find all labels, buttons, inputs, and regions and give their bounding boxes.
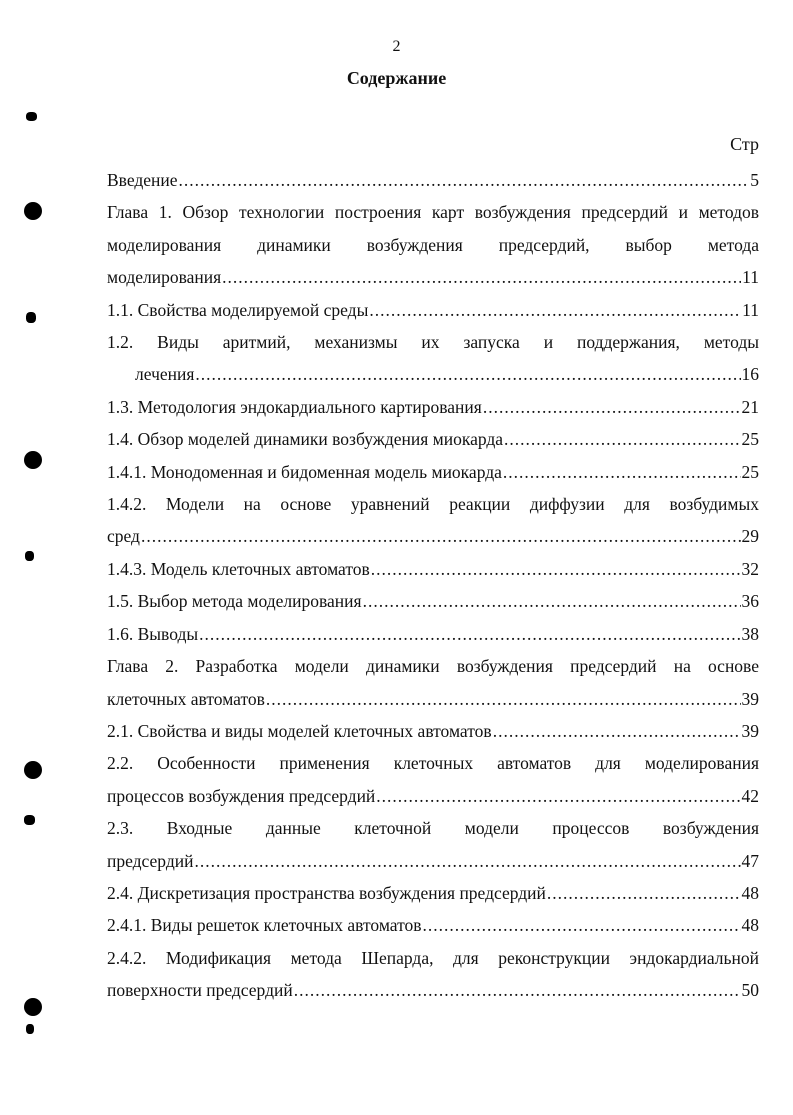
toc-entry: [107, 585, 759, 617]
toc-entry-title: поверхности предсердий: [107, 980, 293, 1001]
toc-entry: [107, 326, 759, 391]
toc-entry-page: 16: [741, 364, 759, 385]
dot-leader: [547, 877, 741, 909]
toc-entry: [107, 715, 759, 747]
scan-speck: [26, 1024, 34, 1034]
binder-hole: [24, 202, 42, 220]
toc-entry-title: Введение: [107, 170, 178, 190]
toc-entry-last-line: [107, 553, 759, 585]
toc-entry-page: 11: [742, 299, 759, 320]
toc-entry-last-line: [107, 456, 759, 488]
toc-entry-title: процессов возбуждения предсердий: [107, 785, 376, 806]
dot-leader: [483, 391, 741, 423]
toc-entry-line: 2.2. Особенности применения клеточных автоматов для моделирования: [107, 753, 759, 774]
dot-leader: [363, 585, 741, 617]
toc-entry: [107, 196, 759, 293]
toc-entry-page: 48: [741, 882, 759, 903]
dot-leader: [266, 683, 741, 715]
toc-entry: [107, 618, 759, 650]
toc-entry-page: 42: [741, 785, 759, 806]
toc-entry: [107, 812, 759, 877]
toc-entry-title: сред: [107, 526, 140, 547]
dot-leader: [199, 618, 740, 650]
toc-entry-last-line: [107, 358, 759, 390]
toc-entry-last-line: [107, 877, 759, 909]
dot-leader: [504, 423, 740, 455]
toc-entry: [107, 488, 759, 553]
toc-entry-title: 1.5. Выбор метода моделирования: [107, 591, 362, 612]
scan-speck: [24, 815, 35, 825]
scan-speck: [26, 112, 37, 121]
toc-entry: [107, 456, 759, 488]
toc-entry-last-line: [107, 974, 759, 1006]
toc-entry-last-line: [107, 845, 759, 877]
toc-entry-page: 25: [741, 429, 759, 450]
dot-leader: [423, 909, 741, 941]
toc-entry-title: 2.4.1. Виды решеток клеточных автоматов: [107, 915, 422, 936]
toc-entry-page: 5: [750, 170, 759, 190]
toc-entry-last-line: [107, 520, 759, 552]
toc-entry: [107, 909, 759, 941]
toc-entry-line: моделирования динамики возбуждения предсердий, выбор метода: [107, 234, 759, 255]
toc-entry-title: 2.4. Дискретизация пространства возбуждения предсердий: [107, 882, 546, 903]
toc-entry-title: 1.4. Обзор моделей динамики возбуждения миокарда: [107, 429, 504, 450]
toc-entry-title: 1.6. Выводы: [107, 623, 199, 644]
dot-leader: [371, 553, 741, 585]
toc-entry-last-line: [107, 391, 759, 423]
toc-entry-page: 38: [741, 623, 759, 644]
binder-hole: [24, 761, 42, 779]
toc-entry: [107, 942, 759, 1007]
toc-entry-last-line: [107, 261, 759, 293]
toc-entry-page: 39: [741, 688, 759, 709]
toc-entry: [107, 553, 759, 585]
binder-hole: [24, 998, 42, 1016]
dot-leader: [493, 715, 741, 747]
dot-leader: [179, 164, 750, 196]
toc-entry-title: лечения: [135, 364, 195, 385]
scan-speck: [25, 551, 34, 561]
toc-entry: [107, 423, 759, 455]
dot-leader: [369, 294, 741, 326]
dot-leader: [194, 845, 740, 877]
dot-leader: [503, 456, 741, 488]
toc-entry-last-line: [107, 164, 759, 196]
toc-entry-title: 1.4.1. Монодоменная и бидоменная модель миокарда: [107, 461, 502, 482]
toc-entry-last-line: [107, 618, 759, 650]
toc-entry-page: 50: [741, 980, 759, 1001]
toc-entry-title: 1.4.3. Модель клеточных автоматов: [107, 558, 370, 579]
page-title: Содержание: [346, 68, 447, 88]
toc-entry-last-line: [107, 585, 759, 617]
toc-entry-title: моделирования: [107, 267, 222, 288]
dot-leader: [195, 358, 740, 390]
toc-entry-line: 2.4.2. Модификация метода Шепарда, для реконструкции эндокардиальной: [107, 947, 759, 968]
toc-entry: [107, 747, 759, 812]
toc-entry-last-line: [107, 294, 759, 326]
toc-entry-page: 25: [741, 461, 759, 482]
toc-entry-page: 47: [741, 850, 759, 871]
toc-entry-title: 1.3. Методология эндокардиального картирования: [107, 396, 482, 417]
toc-entry-line: 2.3. Входные данные клеточной модели процессов возбуждения: [107, 818, 759, 839]
dot-leader: [222, 261, 741, 293]
scan-speck: [26, 312, 36, 323]
toc-entry-page: 21: [741, 396, 759, 417]
toc-entry-page: 11: [742, 267, 759, 288]
toc-entry: [107, 650, 759, 715]
table-of-contents: [107, 164, 759, 1007]
page-number: 2: [392, 38, 401, 55]
toc-entry-page: 29: [741, 526, 759, 547]
binder-hole: [24, 451, 42, 469]
toc-entry-page: 39: [741, 720, 759, 741]
toc-entry-page: 32: [741, 558, 759, 579]
toc-entry-page: 36: [741, 591, 759, 612]
dot-leader: [294, 974, 741, 1006]
toc-entry: [107, 164, 759, 196]
toc-entry-last-line: [107, 683, 759, 715]
toc-entry-last-line: [107, 909, 759, 941]
toc-entry-title: 2.1. Свойства и виды моделей клеточных автоматов: [107, 720, 492, 741]
toc-entry-last-line: [107, 423, 759, 455]
toc-entry-line: Глава 1. Обзор технологии построения карт возбуждения предсердий и методов: [107, 202, 759, 223]
toc-entry-line: 1.2. Виды аритмий, механизмы их запуска и поддержания, методы: [107, 332, 759, 353]
toc-entry-line: 1.4.2. Модели на основе уравнений реакции диффузии для возбудимых: [107, 494, 759, 515]
toc-entry-line: Глава 2. Разработка модели динамики возбуждения предсердий на основе: [107, 656, 759, 677]
toc-entry-title: клеточных автоматов: [107, 688, 265, 709]
toc-entry: [107, 877, 759, 909]
toc-entry-last-line: [107, 715, 759, 747]
toc-entry: [107, 294, 759, 326]
toc-entry-title: 1.1. Свойства моделируемой среды: [107, 299, 369, 320]
dot-leader: [376, 780, 740, 812]
page-column-label: Стр: [730, 134, 759, 154]
toc-entry-last-line: [107, 780, 759, 812]
dot-leader: [141, 520, 741, 552]
toc-entry-page: 48: [741, 915, 759, 936]
toc-entry: [107, 391, 759, 423]
toc-entry-title: предсердий: [107, 850, 194, 871]
